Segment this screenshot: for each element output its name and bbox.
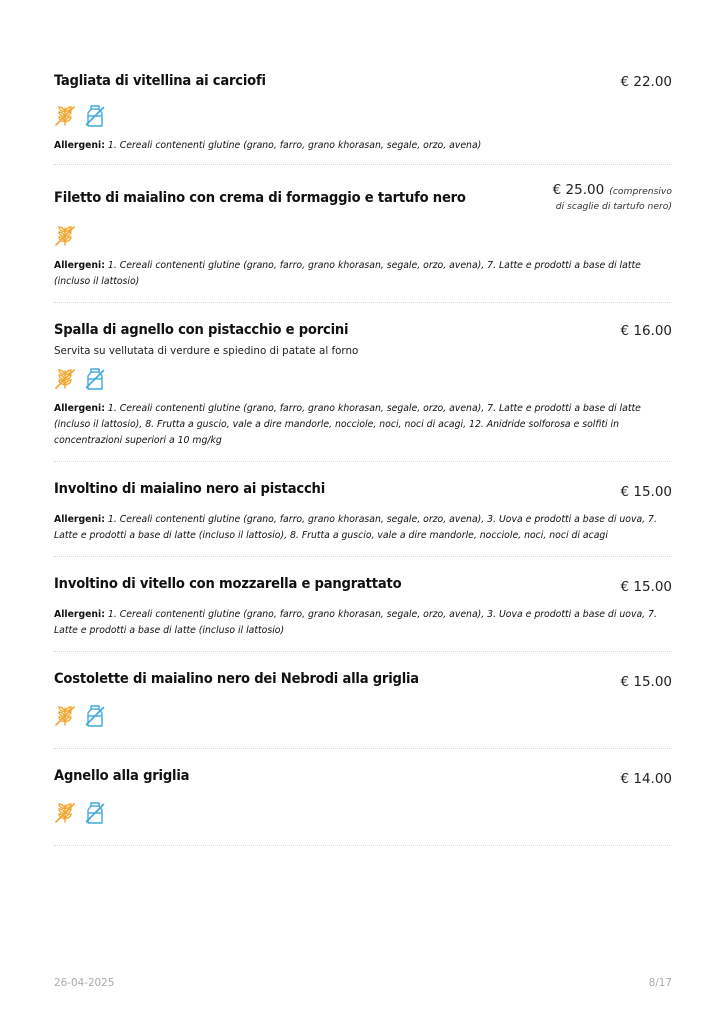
gluten-free-icon	[54, 224, 76, 248]
item-title: Tagliata di vitellina ai carciofi	[54, 72, 266, 89]
item-title: Involtino di vitello con mozzarella e pangrattato	[54, 575, 402, 592]
gluten-free-icon	[54, 367, 76, 391]
price-note-continued: di scaglie di tartufo nero)	[555, 201, 672, 212]
allergens-label: Allergeni:	[54, 140, 105, 151]
allergen-icons	[54, 367, 672, 391]
allergens	[54, 607, 672, 639]
item-description: Servita su vellutata di verdure e spiedino di patate al forno	[54, 345, 359, 357]
allergen-icons	[54, 704, 672, 728]
price-note: (comprensivo	[609, 186, 672, 197]
gluten-free-icon	[54, 704, 76, 728]
item-price: € 16.00	[620, 323, 672, 339]
gluten-free-icon	[54, 104, 76, 128]
allergens-text: 1. Cereali contenenti glutine (grano, farro, grano khorasan, segale, orzo, avena), 3. Uova e prodotti a base di uova, 7. Latte e prodotti a base di latte (incluso il lattosio), 8. Frutta a guscio, vale a dire mandorle, nocciole, noci, noci di acagi	[54, 514, 657, 541]
allergens-text: 1. Cereali contenenti glutine (grano, farro, grano khorasan, segale, orzo, avena)	[107, 140, 482, 151]
allergens	[54, 401, 672, 449]
menu-item	[54, 557, 672, 652]
allergens	[54, 258, 672, 290]
menu-item	[54, 60, 672, 165]
lactose-free-icon	[84, 801, 106, 825]
menu-item	[54, 165, 672, 303]
item-price: € 15.00	[620, 674, 672, 690]
allergens-label: Allergeni:	[54, 403, 105, 414]
menu-item	[54, 303, 672, 462]
page-number: 8/17	[648, 977, 672, 989]
footer-date: 26-04-2025	[54, 977, 115, 989]
item-price: € 15.00	[620, 579, 672, 595]
item-title: Spalla di agnello con pistacchio e porcini	[54, 321, 349, 338]
allergen-icons	[54, 104, 672, 128]
gluten-free-icon	[54, 801, 76, 825]
price-block	[553, 179, 672, 212]
lactose-free-icon	[84, 367, 106, 391]
lactose-free-icon	[84, 104, 106, 128]
item-title: Agnello alla griglia	[54, 767, 190, 784]
menu-item	[54, 749, 672, 846]
item-title: Costolette di maialino nero dei Nebrodi alla griglia	[54, 670, 419, 687]
page-footer	[54, 977, 672, 989]
allergen-icons	[54, 224, 672, 248]
item-title: Filetto di maialino con crema di formaggio e tartufo nero	[54, 189, 466, 206]
allergens-label: Allergeni:	[54, 609, 105, 620]
item-price: € 25.00	[552, 182, 605, 198]
item-price: € 14.00	[620, 771, 672, 787]
allergens	[54, 138, 672, 154]
allergens-label: Allergeni:	[54, 514, 105, 525]
item-price: € 15.00	[620, 484, 672, 500]
menu-item	[54, 652, 672, 749]
item-price: € 22.00	[620, 74, 672, 90]
menu-page	[54, 60, 672, 846]
allergen-icons	[54, 801, 672, 825]
allergens	[54, 512, 672, 544]
lactose-free-icon	[84, 704, 106, 728]
allergens-text: 1. Cereali contenenti glutine (grano, farro, grano khorasan, segale, orzo, avena), 7. Latte e prodotti a base di latte (incluso il lattosio)	[54, 260, 641, 287]
item-title: Involtino di maialino nero ai pistacchi	[54, 480, 326, 497]
allergens-text: 1. Cereali contenenti glutine (grano, farro, grano khorasan, segale, orzo, avena), 7. Latte e prodotti a base di latte (incluso il lattosio), 8. Frutta a guscio, vale a dire mandorle, nocciole, noci, noci di acagi, 12. Anidride solforosa e solfiti in concentrazioni superiori a 10 mg/kg	[54, 403, 641, 446]
menu-item	[54, 462, 672, 557]
allergens-label: Allergeni:	[54, 260, 105, 271]
allergens-text: 1. Cereali contenenti glutine (grano, farro, grano khorasan, segale, orzo, avena), 3. Uova e prodotti a base di uova, 7. Latte e prodotti a base di latte (incluso il lattosio)	[54, 609, 657, 636]
